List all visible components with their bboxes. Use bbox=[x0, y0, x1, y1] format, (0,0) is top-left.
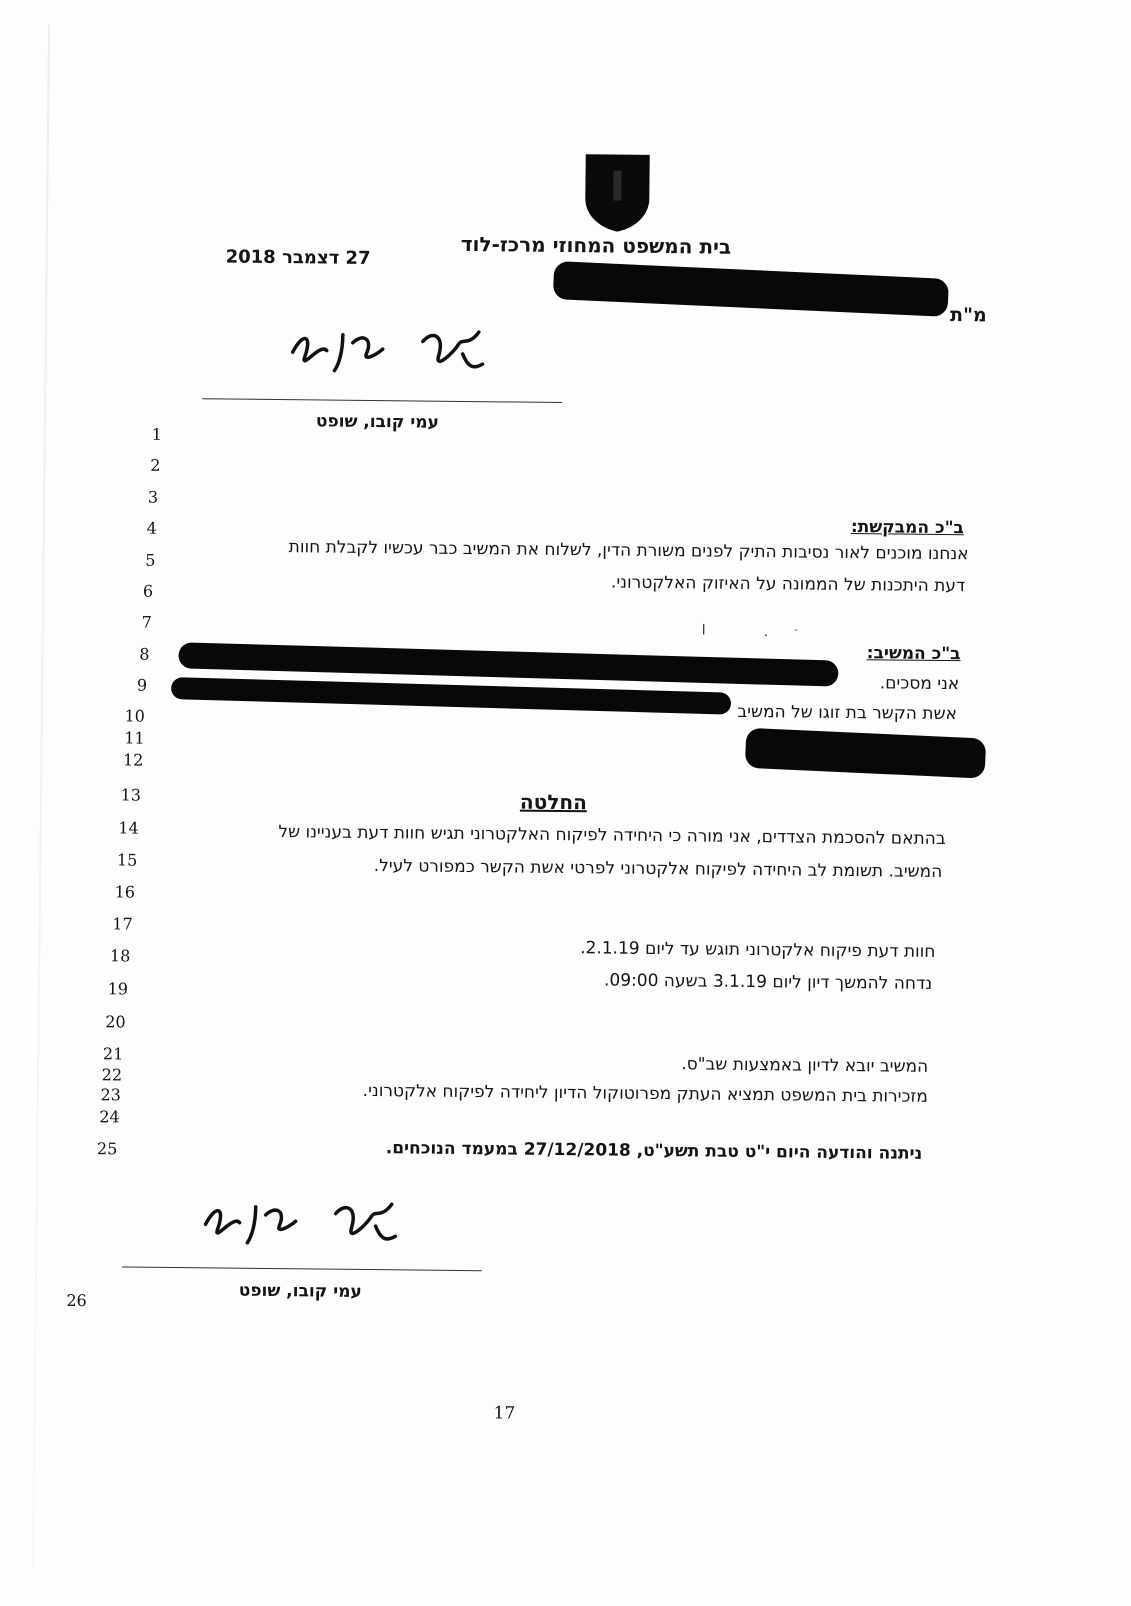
line-number: 12 bbox=[122, 750, 144, 770]
line-number: 20 bbox=[105, 1012, 126, 1032]
case-type-label: מ"ת bbox=[949, 304, 987, 327]
line-number: 10 bbox=[124, 706, 145, 726]
judge-signature-bottom bbox=[195, 1184, 411, 1256]
requester-statement-line-1: אנחנו מוכנים לאור נסיבות התיק לפנים משורת הדין, לשלוח את המשיב כבר עכשיו לקבלת חוות bbox=[288, 537, 969, 565]
line-number: 1 bbox=[151, 424, 162, 444]
line-number: 8 bbox=[139, 644, 150, 664]
judge-signature-top bbox=[282, 312, 498, 384]
respondent-statement-line-1: אני מסכים. bbox=[879, 673, 960, 695]
line-number: 13 bbox=[120, 785, 142, 805]
respondent-counsel-label: ב"כ המשיב: bbox=[866, 643, 961, 665]
line-number: 16 bbox=[114, 882, 136, 902]
line-number: 14 bbox=[118, 818, 139, 838]
decision-title: החלטה bbox=[519, 789, 588, 815]
signature-line bbox=[122, 1266, 482, 1271]
line-number: 4 bbox=[146, 518, 157, 538]
court-name: בית המשפט המחוזי מרכז-לוד bbox=[460, 231, 732, 259]
scan-edge bbox=[32, 25, 50, 1565]
decision-line-1: בהתאם להסכמת הצדדים, אני מורה כי היחידה לפיקוח האלקטרוני תגיש חוות דעת בעניינו של bbox=[278, 822, 946, 850]
document-date: 27 דצמבר 2018 bbox=[225, 246, 371, 269]
line-number: 25 bbox=[96, 1139, 118, 1159]
line-number: 6 bbox=[142, 581, 154, 601]
decision-line-3: חוות דעת פיקוח אלקטרוני תוגש עד ליום 2.1.19. bbox=[580, 938, 936, 962]
redaction-bar bbox=[171, 677, 731, 715]
line-number: 7 bbox=[141, 612, 152, 632]
decision-line-2: המשיב. תשומת לב היחידה לפיקוח אלקטרוני לפרטי אשת הקשר כמפורט לעיל. bbox=[373, 856, 943, 883]
line-number: 5 bbox=[145, 550, 156, 570]
line-number: 19 bbox=[107, 979, 129, 999]
line-number: 24 bbox=[99, 1107, 120, 1127]
decision-line-5: המשיב יובא לדיון באמצעות שב"ס. bbox=[681, 1054, 929, 1077]
decision-line-6: מזכירות בית המשפט תמציא העתק מפרוטוקול הדיון ליחידה לפיקוח אלקטרוני. bbox=[362, 1080, 929, 1107]
line-number: 21 bbox=[102, 1044, 124, 1064]
judge-name-top: עמי קובו, שופט bbox=[315, 411, 439, 433]
judge-name-bottom: עמי קובו, שופט bbox=[238, 1280, 362, 1302]
decision-line-4: נדחה להמשך דיון ליום 3.1.19 בשעה 09:00. bbox=[603, 970, 933, 994]
state-emblem-icon bbox=[583, 152, 652, 233]
respondent-statement-line-2: אשת הקשר בת זוגו של המשיב bbox=[737, 701, 958, 725]
line-number: 22 bbox=[101, 1065, 123, 1085]
signature-line bbox=[202, 398, 562, 403]
line-number: 2 bbox=[150, 455, 161, 475]
requester-statement-line-2: דעת היתכנות של הממונה על האיזוק האלקטרוני. bbox=[610, 572, 966, 597]
line-number: 18 bbox=[109, 946, 131, 966]
line-number: 9 bbox=[136, 675, 148, 695]
line-number: 11 bbox=[124, 728, 145, 748]
line-number: 15 bbox=[116, 850, 138, 870]
page-number: 17 bbox=[493, 1403, 516, 1424]
requester-counsel-label: ב"כ המבקשת: bbox=[850, 517, 964, 539]
redaction-bar bbox=[745, 728, 987, 779]
given-statement: ניתנה והודעה היום י"ט טבת תשע"ט, 27/12/2018 במעמד הנוכחים. bbox=[385, 1138, 923, 1164]
line-number: 23 bbox=[100, 1085, 121, 1105]
line-number: 26 bbox=[66, 1290, 87, 1311]
line-number: 3 bbox=[147, 487, 159, 507]
line-number: 17 bbox=[112, 914, 133, 934]
redaction-bar bbox=[553, 261, 949, 317]
document-page: בית המשפט המחוזי מרכז-לוד 27 דצמבר 2018 מ"ת עמי קובו, שופט 1 2 3 4 5 6 7 8 9 10 11 12 13 14 15 16 17 18 19 20 21 22 23 24 25 26 ב"כ המבקשת: אנחנו מוכנים לאור נסיבות התיק לפנים משורת הדין, לשלוח את המשיב כבר עכשיו לקבלת חוות דעת היתכנות של הממונה על האיזוק האלקטרוני. ן . ֵ ב"כ המשיב: אני מסכים. אשת הקשר בת זוגו של המשיב החלטה בהתאם להסכמת הצדדים, אני מורה כי היחידה לפיקוח האלקטרוני תגיש חוות דעת בעניינו של המשיב. תשומת לב היחידה לפיקוח אלקטרוני לפרטי אשת הקשר כמפורט לעיל. חוות דעת פיקוח אלקטרוני תוגש עד ליום 2.1.19. נדחה להמשך דיון ליום 3.1.19 בשעה 09:00. המשיב יובא לדיון באמצעות שב"ס. מזכירות בית המשפט תמציא העתק מפרוטוקול הדיון ליחידה לפיקוח אלקטרוני. ניתנה והודעה היום י"ט טבת תשע"ט, 27/12/2018 במעמד הנוכחים. עמי קובו, שופט 17 bbox=[0, 0, 1131, 1606]
